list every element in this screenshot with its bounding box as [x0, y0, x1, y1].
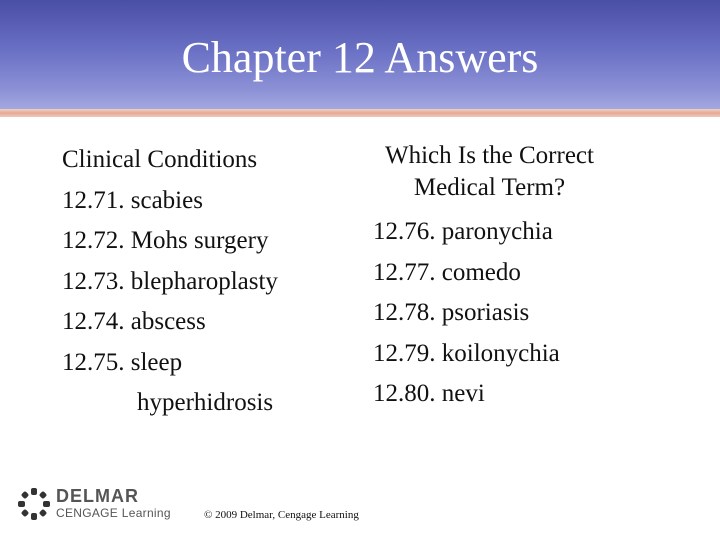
page-title: Chapter 12 Answers [181, 33, 539, 82]
list-item: 12.73. blepharoplasty [62, 267, 278, 295]
right-column [373, 140, 703, 415]
delmar-logo-icon [18, 488, 50, 520]
list-item: 12.76. paronychia [373, 218, 553, 245]
list-item: 12.79. koilonychia [373, 339, 560, 367]
list-item: 12.74. abscess [62, 308, 206, 335]
list-item: 12.75. sleep [62, 348, 183, 376]
title-stripe [0, 109, 720, 117]
copyright-notice: © 2009 Delmar, Cengage Learning [204, 509, 359, 521]
right-column-heading-line2: Medical Term? [413, 174, 566, 201]
left-column [62, 140, 362, 424]
list-item-continuation: hyperhidrosis [137, 389, 274, 416]
left-column-heading: Clinical Conditions [62, 146, 258, 173]
right-column-heading-line1: Which Is the Correct [385, 142, 594, 169]
list-item: 12.78. psoriasis [373, 299, 530, 326]
list-item: 12.77. comedo [373, 258, 521, 286]
logo-text-secondary: CENGAGE Learning [56, 506, 171, 520]
list-item: 12.80. nevi [373, 380, 485, 407]
footer [18, 484, 418, 534]
logo-text-primary: DELMAR [56, 486, 139, 506]
list-item: 12.71. scabies [62, 186, 203, 214]
list-item: 12.72. Mohs surgery [62, 227, 269, 254]
